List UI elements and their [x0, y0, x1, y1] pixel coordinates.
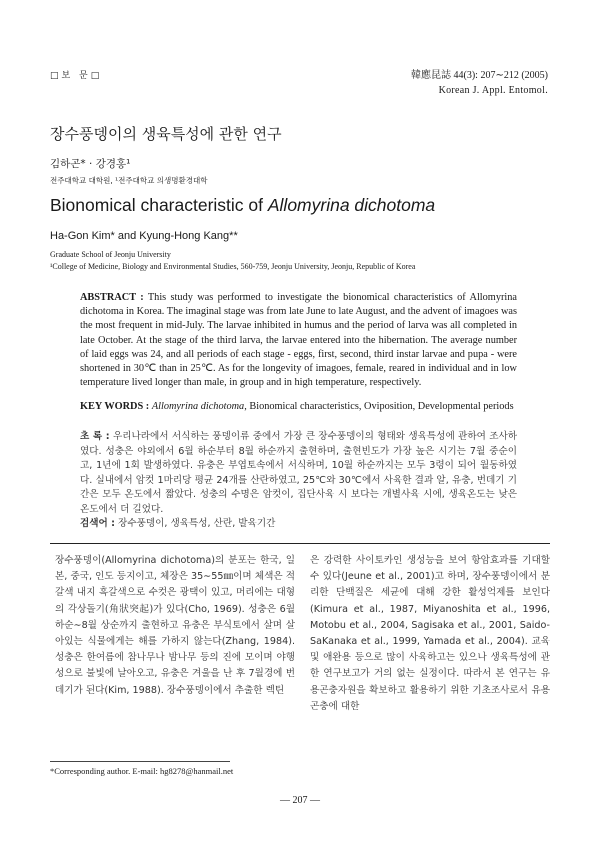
body-right-column: 은 강력한 사이토카인 생성능을 보여 항암효과를 기대할 수 있다(Jeune et al., 2001)고 하며, 장수풍뎅이에서 분리한 단백질은 세균에 대해 강한 활성억제를 보인다(Kimura et al., 1987, Miyanoshita et al., 1996, Motobu et al., 2004, Sagisaka et al., 2001, Saido-SaKanaka et al., 1999, Yamada et al., 2004). 교육 및 애완용 등으로 많이 사육하고는 있으나 생육특성에 관한 연구보고가 거의 없는 실정이다. 따라서 본 연구는 유용곤충자원을 확보하고 활용하기 위한 기초조사로서 유용곤충에 대한 — [310, 555, 550, 712]
section-divider — [50, 543, 550, 544]
keywords-text: , Bionomical characteristics, Oviposition, Developmental periods — [244, 401, 514, 412]
title-english-species: Allomyrina dichotoma — [267, 195, 436, 215]
abstract-text: This study was performed to investigate the bionomical characteristics of Allomyrina dichotoma in Korea. The imaginal stage was from late June to late August, and the advent of imagoes was the most frequent in mid-July. The larvae inhibited in humus and the period of larva was all completed in late October. At the stage of the third larva, the larvae entered into the hibernation. The average number of laid eggs was 24, and all periods of each stage - eggs, first, second, third instar larvae and pupa - were shortened in 30℃ than in 25℃. As for the longevity of imagoes, female, reared in individual and in low temperature lived longer than male, in group and in high temperature, respectively. — [80, 292, 517, 389]
footnote-rule — [50, 761, 230, 762]
title-english-prefix: Bionomical characteristic of — [50, 195, 268, 215]
abstract-label: ABSTRACT : — [80, 292, 144, 303]
korean-keywords-label: 검색어 : — [80, 518, 115, 529]
affiliation-korean: 전주대학교 대학원, ¹전주대학교 의생명환경대학 — [50, 176, 208, 185]
authors-korean: 김하곤* · 강경홍¹ — [50, 158, 131, 170]
abstract — [80, 291, 517, 390]
korean-abstract-text: 우리나라에서 서식하는 풍뎅이류 중에서 가장 큰 장수풍뎅이의 형태와 생육특성에 관하여 조사하였다. 성충은 야외에서 6월 하순부터 8월 하순까지 출현하며, 출현빈도가 가장 높은 시기는 7월 중순이고, 1년에 1회 발생하였다. 유충은 부엽토속에서 서식하며, 10월 하순까지는 모두 3령이 되어 월동하였다. 실내에서 암컷 1마리당 평균 24개를 산란하였고, 25℃와 30℃에서 사육한 결과 알, 유충, 번데기 기간은 모두 온도에서 짧았다. 성충의 수명은 암컷이, 집단사육 시 보다는 개별사육 시에, 생육온도는 낮은 온도에서 더 길었다. — [80, 431, 517, 515]
footnote: *Corresponding author. E-mail: hg8278@hanmail.net — [50, 766, 234, 776]
title-korean: 장수풍뎅이의 생육특성에 관한 연구 — [50, 125, 282, 143]
journal-volume: 韓應昆誌 44(3): 207∼212 (2005) — [411, 70, 548, 81]
keywords-species: Allomyrina dichotoma — [151, 401, 245, 412]
title-english — [50, 195, 435, 216]
affiliation-2: ¹College of Medicine, Biology and Environmental Studies, 560-759, Jeonju University, Jeonju, Republic of Korea — [50, 262, 416, 271]
korean-keywords — [80, 515, 275, 529]
section-tag: □보 문□ — [50, 71, 103, 81]
affiliation-english — [50, 249, 570, 273]
keywords-label: KEY WORDS : — [80, 401, 150, 412]
korean-keywords-text: 장수풍뎅이, 생육특성, 산란, 발육기간 — [118, 518, 276, 529]
keywords — [80, 401, 530, 412]
page-number: — 207 — — [280, 795, 320, 806]
korean-abstract-label: 초 록 : — [80, 431, 110, 442]
affiliation-1: Graduate School of Jeonju University — [50, 250, 171, 259]
journal-citation — [411, 68, 548, 98]
korean-abstract — [80, 430, 517, 518]
journal-name: Korean J. Appl. Entomol. — [438, 85, 548, 96]
body-left-column: 장수풍뎅이(Allomyrina dichotoma)의 분포는 한국, 일본, 중국, 인도 등지이고, 체장은 35∼55㎜이며 체색은 적갈색 내지 흑갈색으로 수컷은 광택이 있고, 머리에는 대형의 각상돌기(角狀突起)가 있다(Cho, 1969). 성충은 6월 하순∼8월 상순까지 출현하고 유충은 부식토에서 살며 살아있는 식물에게는 해를 가하지 않는다(Zhang, 1984). 성충은 한여름에 참나무나 밤나무 등의 진에 모이며 야행성으로 불빛에 날아오고, 유충은 겨울을 난 후 7월경에 번데기가 된다(Kim, 1988). 장수풍뎅이에서 추출한 렉틴 — [55, 555, 295, 696]
authors-english: Ha-Gon Kim* and Kyung-Hong Kang** — [50, 230, 238, 242]
